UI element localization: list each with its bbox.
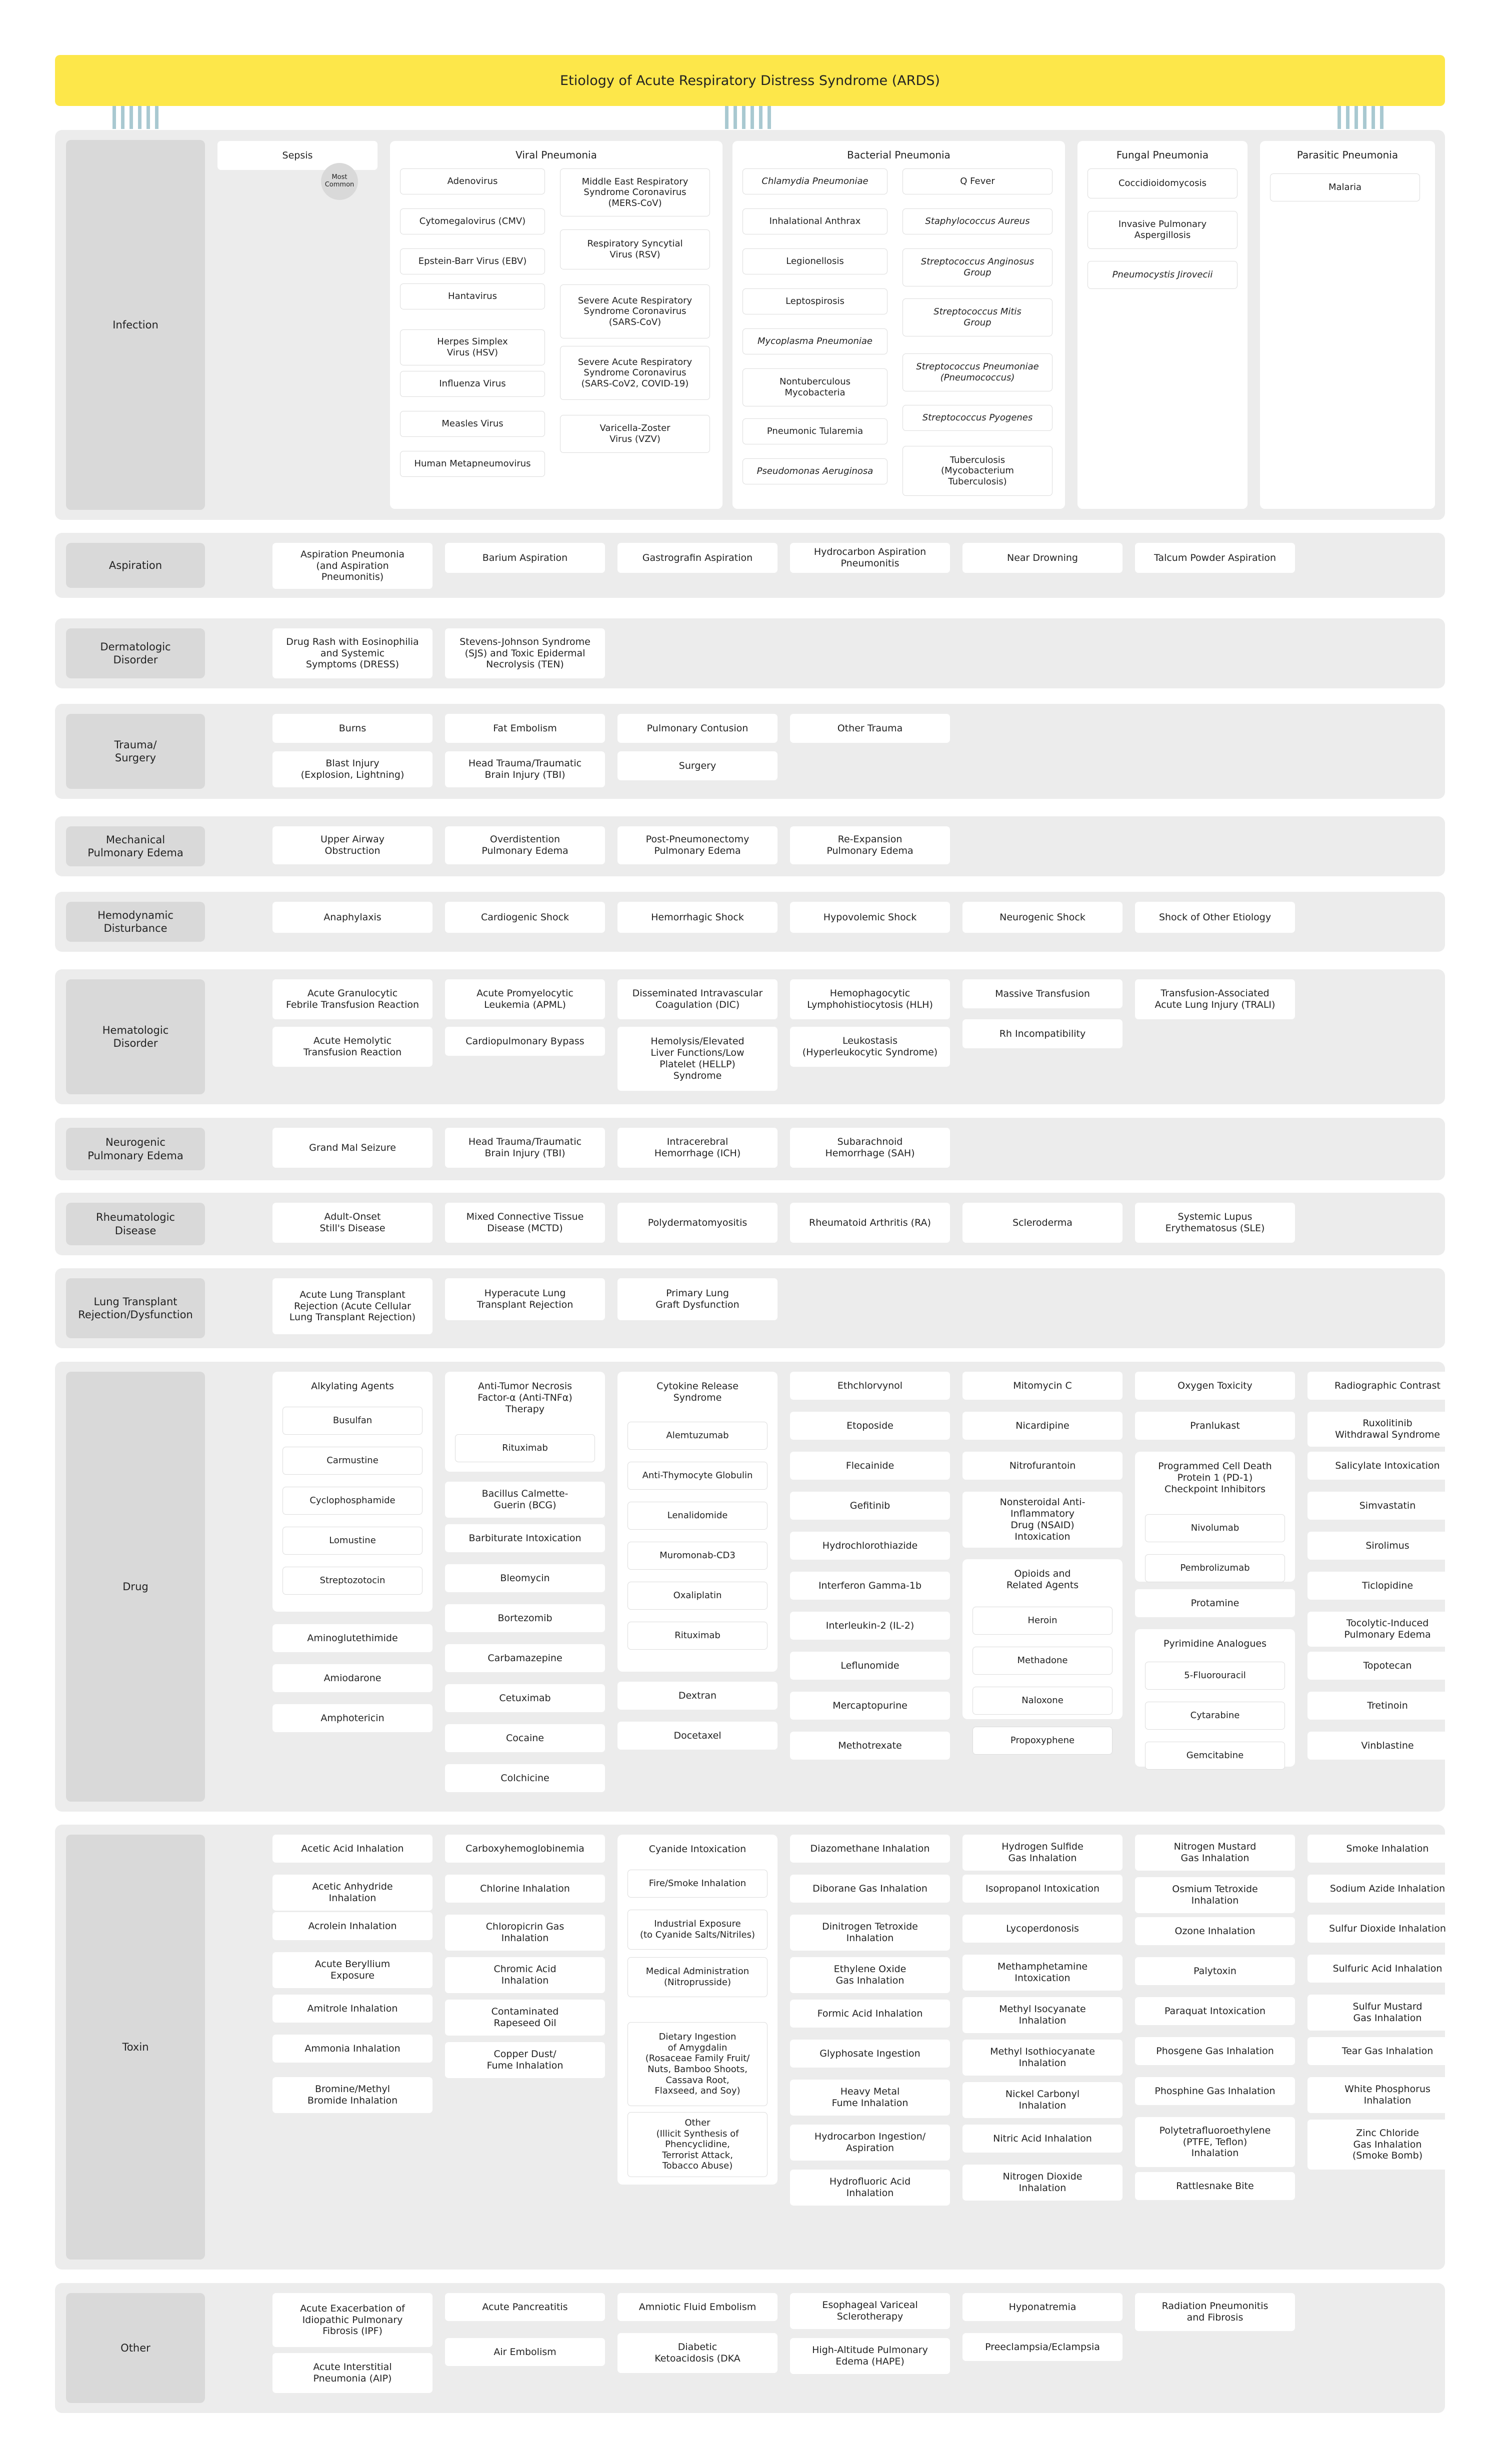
cause-box: Lenalidomide <box>628 1502 768 1530</box>
cause-box: Phosgene Gas Inhalation <box>1135 2037 1295 2065</box>
cause-box: Chromic Acid Inhalation <box>445 1957 605 1993</box>
cause-box: Phosphine Gas Inhalation <box>1135 2077 1295 2105</box>
cause-box: Sulfur Mustard Gas Inhalation <box>1308 1995 1468 2031</box>
cause-box: Streptococcus Pneumoniae (Pneumococcus) <box>902 353 1052 391</box>
cause-box: Re-Expansion Pulmonary Edema <box>790 826 950 864</box>
cause-box: Mercaptopurine <box>790 1692 950 1720</box>
cause-box: Respiratory Syncytial Virus (RSV) <box>560 229 710 269</box>
cause-box: Legionellosis <box>742 248 888 274</box>
cause-box: Acute Lung Transplant Rejection (Acute Cellular Lung Transplant Rejection) <box>272 1278 432 1334</box>
cause-box: Aspiration Pneumonia (and Aspiration Pneumonitis) <box>272 543 432 589</box>
cause-box: Acetic Anhydride Inhalation <box>272 1875 432 1911</box>
category-hemodynamic-disturbance-label: Hemodynamic Disturbance <box>66 902 205 942</box>
subgroup-panel <box>618 1835 778 2185</box>
cause-box: Pranlukast <box>1135 1412 1295 1440</box>
category-drug <box>55 1362 1445 1812</box>
cause-box: Acetic Acid Inhalation <box>272 1835 432 1863</box>
cause-box: Interleukin-2 (IL-2) <box>790 1612 950 1640</box>
cause-box: Chlorine Inhalation <box>445 1875 605 1903</box>
cause-box: Anaphylaxis <box>272 902 432 933</box>
cause-box: Hemolysis/Elevated Liver Functions/Low Platelet (HELLP) Syndrome <box>618 1027 778 1091</box>
cause-box: Gefitinib <box>790 1492 950 1520</box>
cause-box: Nivolumab <box>1145 1514 1285 1542</box>
cause-box: Salicylate Intoxication <box>1308 1452 1468 1480</box>
cause-box: Polytetrafluoroethylene (PTFE, Teflon) Inhalation <box>1135 2117 1295 2167</box>
cause-box: Hypovolemic Shock <box>790 902 950 933</box>
cause-box: Systemic Lupus Erythematosus (SLE) <box>1135 1203 1295 1243</box>
cause-box: Ticlopidine <box>1308 1572 1468 1600</box>
cause-box: Bortezomib <box>445 1604 605 1632</box>
category-dermatologic-disorder <box>55 618 1445 688</box>
subgroup-title: Cyanide Intoxication <box>648 1844 746 1855</box>
cause-box: Air Embolism <box>445 2338 605 2366</box>
cause-box: Bleomycin <box>445 1564 605 1592</box>
cause-box: Upper Airway Obstruction <box>272 826 432 864</box>
cause-box: Stevens-Johnson Syndrome (SJS) and Toxic Epidermal Necrolysis (TEN) <box>445 628 605 678</box>
cause-box: Diazomethane Inhalation <box>790 1835 950 1863</box>
cause-box: Sulfur Dioxide Inhalation <box>1308 1915 1468 1943</box>
cause-box: Intracerebral Hemorrhage (ICH) <box>618 1128 778 1168</box>
cause-box: Nitrofurantoin <box>962 1452 1122 1480</box>
cause-box: Ethylene Oxide Gas Inhalation <box>790 1957 950 1993</box>
cause-box: Osmium Tetroxide Inhalation <box>1135 1877 1295 1913</box>
cause-box: Acute Interstitial Pneumonia (AIP) <box>272 2353 432 2393</box>
connector <box>725 106 775 129</box>
cause-box: Medical Administration (Nitroprusside) <box>628 1957 768 1997</box>
subgroup-title: Pyrimidine Analogues <box>1164 1638 1266 1649</box>
cause-box: Leukostasis (Hyperleukocytic Syndrome) <box>790 1027 950 1067</box>
cause-box: Neurogenic Shock <box>962 902 1122 933</box>
cause-box: Primary Lung Graft Dysfunction <box>618 1278 778 1320</box>
cause-box: Cytomegalovirus (CMV) <box>400 208 545 234</box>
cause-box: Methadone <box>972 1647 1112 1675</box>
subgroup-panel <box>962 1559 1122 1746</box>
category-neurogenic-pulmonary-edema-label: Neurogenic Pulmonary Edema <box>66 1128 205 1170</box>
cause-box: Coccidioidomycosis <box>1088 168 1238 198</box>
subgroup-panel <box>618 1372 778 1672</box>
cause-box: Tear Gas Inhalation <box>1308 2037 1468 2065</box>
category-aspiration-label: Aspiration <box>66 543 205 588</box>
category-aspiration <box>55 533 1445 598</box>
cause-box: Dinitrogen Tetroxide Inhalation <box>790 1915 950 1951</box>
cause-box: Vinblastine <box>1308 1732 1468 1760</box>
cause-box: Pembrolizumab <box>1145 1554 1285 1582</box>
subgroup-title: Programmed Cell Death Protein 1 (PD-1) Checkpoint Inhibitors <box>1158 1461 1272 1495</box>
subgroup-panel <box>445 1372 605 1472</box>
cause-box: Contaminated Rapeseed Oil <box>445 2000 605 2036</box>
cause-box: Sulfuric Acid Inhalation <box>1308 1955 1468 1983</box>
cause-box: Oxygen Toxicity <box>1135 1372 1295 1400</box>
cause-box: Ammonia Inhalation <box>272 2035 432 2063</box>
cause-box: Blast Injury (Explosion, Lightning) <box>272 751 432 787</box>
cause-box: Dextran <box>618 1682 778 1710</box>
cause-box: Bromine/Methyl Bromide Inhalation <box>272 2077 432 2113</box>
cause-box: Industrial Exposure (to Cyanide Salts/Nitriles) <box>628 1910 768 1950</box>
cause-box: Inhalational Anthrax <box>742 208 888 234</box>
category-rheumatologic-disease <box>55 1193 1445 1255</box>
bacterial-pneumonia-title: Bacterial Pneumonia <box>847 149 950 161</box>
most-common-badge: Most Common <box>321 163 358 200</box>
cause-box: Rh Incompatibility <box>962 1019 1122 1048</box>
cause-box: Rattlesnake Bite <box>1135 2172 1295 2200</box>
category-infection <box>55 130 1445 520</box>
cause-box: Polydermatomyositis <box>618 1203 778 1243</box>
cause-box: Overdistention Pulmonary Edema <box>445 826 605 864</box>
category-hematologic-disorder <box>55 969 1445 1104</box>
cause-box: Mycoplasma Pneumoniae <box>742 328 888 354</box>
cause-box: Streptococcus Anginosus Group <box>902 248 1052 286</box>
cause-box: Disseminated Intravascular Coagulation (DIC) <box>618 979 778 1019</box>
connector <box>112 106 162 129</box>
cause-box: Formic Acid Inhalation <box>790 2000 950 2028</box>
cause-box: Cardiopulmonary Bypass <box>445 1027 605 1056</box>
category-hematologic-disorder-label: Hematologic Disorder <box>66 979 205 1094</box>
cause-box: Acute Beryllium Exposure <box>272 1952 432 1988</box>
cause-box: Zinc Chloride Gas Inhalation (Smoke Bomb) <box>1308 2120 1468 2170</box>
cause-box: Pulmonary Contusion <box>618 714 778 743</box>
cause-box: Carboxyhemoglobinemia <box>445 1835 605 1863</box>
cause-box: Streptococcus Mitis Group <box>902 298 1052 336</box>
fungal-pneumonia-title: Fungal Pneumonia <box>1116 149 1209 161</box>
cause-box: Diabetic Ketoacidosis (DKA <box>618 2333 778 2373</box>
connector <box>1338 106 1388 129</box>
cause-box: Acute Hemolytic Transfusion Reaction <box>272 1027 432 1067</box>
cause-box: Barbiturate Intoxication <box>445 1524 605 1552</box>
cause-box: Talcum Powder Aspiration <box>1135 543 1295 573</box>
category-other <box>55 2283 1445 2413</box>
cause-box: Tretinoin <box>1308 1692 1468 1720</box>
cause-box: Amphotericin <box>272 1704 432 1732</box>
cause-box: Heavy Metal Fume Inhalation <box>790 2080 950 2116</box>
cause-box: Other Trauma <box>790 714 950 743</box>
cause-box: Hemorrhagic Shock <box>618 902 778 933</box>
cause-box: Head Trauma/Traumatic Brain Injury (TBI) <box>445 1128 605 1168</box>
cause-box: Muromonab-CD3 <box>628 1542 768 1570</box>
cause-box: Nitrogen Dioxide Inhalation <box>962 2165 1122 2201</box>
cause-box: White Phosphorus Inhalation <box>1308 2077 1468 2113</box>
cause-box: High-Altitude Pulmonary Edema (HAPE) <box>790 2338 950 2374</box>
cause-box: Cytarabine <box>1145 1702 1285 1730</box>
cause-box: Ozone Inhalation <box>1135 1917 1295 1945</box>
parasitic-pneumonia-title: Parasitic Pneumonia <box>1296 149 1398 161</box>
cause-box: Transfusion-Associated Acute Lung Injury (TRALI) <box>1135 979 1295 1019</box>
category-drug-label: Drug <box>66 1372 205 1802</box>
cause-box: Nicardipine <box>962 1412 1122 1440</box>
page-title: Etiology of Acute Respiratory Distress Syndrome (ARDS) <box>55 55 1445 106</box>
cause-box: Tuberculosis (Mycobacterium Tuberculosis) <box>902 446 1052 496</box>
cause-box: Docetaxel <box>618 1722 778 1750</box>
subgroup-title: Opioids and Related Agents <box>1006 1568 1079 1591</box>
cause-box: Nontuberculous Mycobacteria <box>742 368 888 406</box>
cause-box: Copper Dust/ Fume Inhalation <box>445 2042 605 2078</box>
cause-box: Middle East Respiratory Syndrome Coronavirus (MERS-CoV) <box>560 168 710 216</box>
cause-box: Scleroderma <box>962 1203 1122 1243</box>
cause-box: Topotecan <box>1308 1652 1468 1680</box>
cause-box: Interferon Gamma-1b <box>790 1572 950 1600</box>
cause-box: Leptospirosis <box>742 288 888 314</box>
cause-box: Propoxyphene <box>972 1727 1112 1755</box>
cause-box: Busulfan <box>282 1407 422 1435</box>
cause-box: Other (Illicit Synthesis of Phencyclidine, Terrorist Attack, Tobacco Abuse) <box>628 2112 768 2177</box>
cause-box: Chlamydia Pneumoniae <box>742 168 888 194</box>
cause-box: Hemophagocytic Lymphohistiocytosis (HLH) <box>790 979 950 1019</box>
cause-box: Adenovirus <box>400 168 545 194</box>
cause-box: Amiodarone <box>272 1664 432 1692</box>
bacterial-pneumonia-panel <box>732 141 1065 509</box>
category-lung-transplant-rejection-label: Lung Transplant Rejection/Dysfunction <box>66 1278 205 1338</box>
cause-box: Hantavirus <box>400 283 545 309</box>
cause-box: Varicella-Zoster Virus (VZV) <box>560 415 710 453</box>
cause-box: Malaria <box>1270 173 1420 201</box>
cause-box: Acute Granulocytic Febrile Transfusion Reaction <box>272 979 432 1019</box>
category-neurogenic-pulmonary-edema <box>55 1118 1445 1180</box>
sepsis-panel <box>218 141 378 509</box>
cause-box: Palytoxin <box>1135 1957 1295 1985</box>
cause-box: Measles Virus <box>400 411 545 437</box>
cause-box: Hyponatremia <box>962 2293 1122 2321</box>
cause-box: Staphylococcus Aureus <box>902 208 1052 234</box>
cause-box: Carmustine <box>282 1447 422 1475</box>
cause-box: Severe Acute Respiratory Syndrome Coronavirus (SARS-CoV2, COVID-19) <box>560 346 710 400</box>
cause-box: Heroin <box>972 1607 1112 1635</box>
cause-box: Flecainide <box>790 1452 950 1480</box>
cause-box: Cocaine <box>445 1724 605 1752</box>
cause-box: Hydrocarbon Ingestion/ Aspiration <box>790 2125 950 2161</box>
cause-box: Tocolytic-Induced Pulmonary Edema <box>1308 1612 1468 1647</box>
cause-box: Glyphosate Ingestion <box>790 2040 950 2068</box>
viral-pneumonia-panel <box>390 141 722 509</box>
cause-box: Cyclophosphamide <box>282 1487 422 1515</box>
cause-box: Acute Exacerbation of Idiopathic Pulmonary Fibrosis (IPF) <box>272 2293 432 2347</box>
cause-box: Colchicine <box>445 1764 605 1792</box>
cause-box: Rituximab <box>628 1622 768 1650</box>
cause-box: Lycoperdonosis <box>962 1915 1122 1943</box>
subgroup-panel <box>272 1372 432 1612</box>
cause-box: Mixed Connective Tissue Disease (MCTD) <box>445 1203 605 1243</box>
cause-box: Methyl Isothiocyanate Inhalation <box>962 2040 1122 2076</box>
category-rheumatologic-disease-label: Rheumatologic Disease <box>66 1203 205 1245</box>
cause-box: Alemtuzumab <box>628 1422 768 1450</box>
cause-box: Severe Acute Respiratory Syndrome Coronavirus (SARS-CoV) <box>560 284 710 338</box>
cause-box: Acrolein Inhalation <box>272 1912 432 1940</box>
cause-box: Hyperacute Lung Transplant Rejection <box>445 1278 605 1320</box>
category-infection-label: Infection <box>66 140 205 510</box>
cause-box: Streptococcus Pyogenes <box>902 405 1052 431</box>
sepsis-box: Sepsis <box>218 141 378 170</box>
cause-box: Adult-Onset Still's Disease <box>272 1203 432 1243</box>
cause-box: Naloxone <box>972 1687 1112 1715</box>
cause-box: Cetuximab <box>445 1684 605 1712</box>
subgroup-title: Alkylating Agents <box>311 1381 394 1392</box>
cause-box: Leflunomide <box>790 1652 950 1680</box>
cause-box: Paraquat Intoxication <box>1135 1997 1295 2025</box>
cause-box: Head Trauma/Traumatic Brain Injury (TBI) <box>445 751 605 787</box>
cause-box: Isopropanol Intoxication <box>962 1875 1122 1903</box>
viral-pneumonia-title: Viral Pneumonia <box>516 149 597 161</box>
cause-box: Drug Rash with Eosinophilia and Systemic Symptoms (DRESS) <box>272 628 432 678</box>
cause-box: Shock of Other Etiology <box>1135 902 1295 933</box>
cause-box: Anti-Thymocyte Globulin <box>628 1462 768 1490</box>
cause-box: Ruxolitinib Withdrawal Syndrome <box>1308 1412 1468 1447</box>
cause-box: Radiographic Contrast <box>1308 1372 1468 1400</box>
cause-box: Simvastatin <box>1308 1492 1468 1520</box>
cause-box: Mitomycin C <box>962 1372 1122 1400</box>
cause-box: Hydrochlorothiazide <box>790 1532 950 1560</box>
cause-box: Burns <box>272 714 432 743</box>
cause-box: Rheumatoid Arthritis (RA) <box>790 1203 950 1243</box>
cause-box: Protamine <box>1135 1589 1295 1617</box>
cause-box: Methotrexate <box>790 1732 950 1760</box>
cause-box: Cardiogenic Shock <box>445 902 605 933</box>
cause-box: Epstein-Barr Virus (EBV) <box>400 248 545 274</box>
category-lung-transplant-rejection <box>55 1268 1445 1348</box>
cause-box: Amitrole Inhalation <box>272 1995 432 2023</box>
category-trauma-surgery <box>55 704 1445 799</box>
subgroup-panel <box>1135 1629 1295 1767</box>
category-trauma-surgery-label: Trauma/ Surgery <box>66 714 205 789</box>
cause-box: Hydrogen Sulfide Gas Inhalation <box>962 1835 1122 1871</box>
subgroup-title: Cytokine Release Syndrome <box>656 1381 738 1403</box>
cause-box: Oxaliplatin <box>628 1582 768 1610</box>
cause-box: Methamphetamine Intoxication <box>962 1955 1122 1991</box>
cause-box: Rituximab <box>455 1434 595 1462</box>
cause-box: Nonsteroidal Anti- Inflammatory Drug (NSAID) Intoxication <box>962 1492 1122 1548</box>
cause-box: Hydrocarbon Aspiration Pneumonitis <box>790 543 950 573</box>
cause-box: 5-Fluorouracil <box>1145 1662 1285 1690</box>
category-dermatologic-disorder-label: Dermatologic Disorder <box>66 628 205 678</box>
cause-box: Methyl Isocyanate Inhalation <box>962 1997 1122 2033</box>
cause-box: Surgery <box>618 751 778 780</box>
cause-box: Massive Transfusion <box>962 979 1122 1008</box>
cause-box: Pneumocystis Jirovecii <box>1088 261 1238 289</box>
cause-box: Pneumonic Tularemia <box>742 418 888 444</box>
cause-box: Sodium Azide Inhalation <box>1308 1875 1468 1903</box>
cause-box: Fat Embolism <box>445 714 605 743</box>
subgroup-panel <box>1135 1452 1295 1582</box>
cause-box: Lomustine <box>282 1527 422 1555</box>
cause-box: Dietary Ingestion of Amygdalin (Rosaceae Family Fruit/ Nuts, Bamboo Shoots, Cassava Root, Flaxseed, and Soy) <box>628 2022 768 2106</box>
cause-box: Radiation Pneumonitis and Fibrosis <box>1135 2293 1295 2331</box>
cause-box: Nitric Acid Inhalation <box>962 2125 1122 2153</box>
cause-box: Gemcitabine <box>1145 1742 1285 1770</box>
cause-box: Chloropicrin Gas Inhalation <box>445 1915 605 1951</box>
cause-box: Pseudomonas Aeruginosa <box>742 458 888 484</box>
cause-box: Herpes Simplex Virus (HSV) <box>400 329 545 365</box>
cause-box: Nitrogen Mustard Gas Inhalation <box>1135 1835 1295 1871</box>
category-mechanical-pulmonary-edema-label: Mechanical Pulmonary Edema <box>66 826 205 866</box>
cause-box: Subarachnoid Hemorrhage (SAH) <box>790 1128 950 1168</box>
cause-box: Influenza Virus <box>400 371 545 397</box>
category-mechanical-pulmonary-edema <box>55 816 1445 876</box>
fungal-pneumonia-panel <box>1078 141 1248 509</box>
cause-box: Sirolimus <box>1308 1532 1468 1560</box>
cause-box: Etoposide <box>790 1412 950 1440</box>
cause-box: Acute Promyelocytic Leukemia (APML) <box>445 979 605 1019</box>
cause-box: Bacillus Calmette- Guerin (BCG) <box>445 1482 605 1518</box>
cause-box: Ethchlorvynol <box>790 1372 950 1400</box>
cause-box: Invasive Pulmonary Aspergillosis <box>1088 211 1238 249</box>
category-other-label: Other <box>66 2293 205 2403</box>
cause-box: Grand Mal Seizure <box>272 1128 432 1168</box>
cause-box: Near Drowning <box>962 543 1122 573</box>
category-toxin-label: Toxin <box>66 1835 205 2260</box>
cause-box: Human Metapneumovirus <box>400 451 545 477</box>
cause-box: Amniotic Fluid Embolism <box>618 2293 778 2321</box>
cause-box: Smoke Inhalation <box>1308 1835 1468 1863</box>
cause-box: Streptozotocin <box>282 1567 422 1595</box>
cause-box: Fire/Smoke Inhalation <box>628 1870 768 1898</box>
cause-box: Acute Pancreatitis <box>445 2293 605 2321</box>
cause-box: Preeclampsia/Eclampsia <box>962 2333 1122 2361</box>
category-toxin <box>55 1825 1445 2270</box>
subgroup-title: Anti-Tumor Necrosis Factor-α (Anti-TNFα) Therapy <box>478 1381 572 1415</box>
cause-box: Hydrofluoric Acid Inhalation <box>790 2170 950 2206</box>
cause-box: Carbamazepine <box>445 1644 605 1672</box>
cause-box: Aminoglutethimide <box>272 1624 432 1652</box>
cause-box: Barium Aspiration <box>445 543 605 573</box>
cause-box: Post-Pneumonectomy Pulmonary Edema <box>618 826 778 864</box>
category-hemodynamic-disturbance <box>55 892 1445 952</box>
cause-box: Diborane Gas Inhalation <box>790 1875 950 1903</box>
cause-box: Q Fever <box>902 168 1052 194</box>
cause-box: Nickel Carbonyl Inhalation <box>962 2082 1122 2118</box>
cause-box: Esophageal Variceal Sclerotherapy <box>790 2293 950 2329</box>
cause-box: Gastrografin Aspiration <box>618 543 778 573</box>
parasitic-pneumonia-panel <box>1260 141 1435 509</box>
